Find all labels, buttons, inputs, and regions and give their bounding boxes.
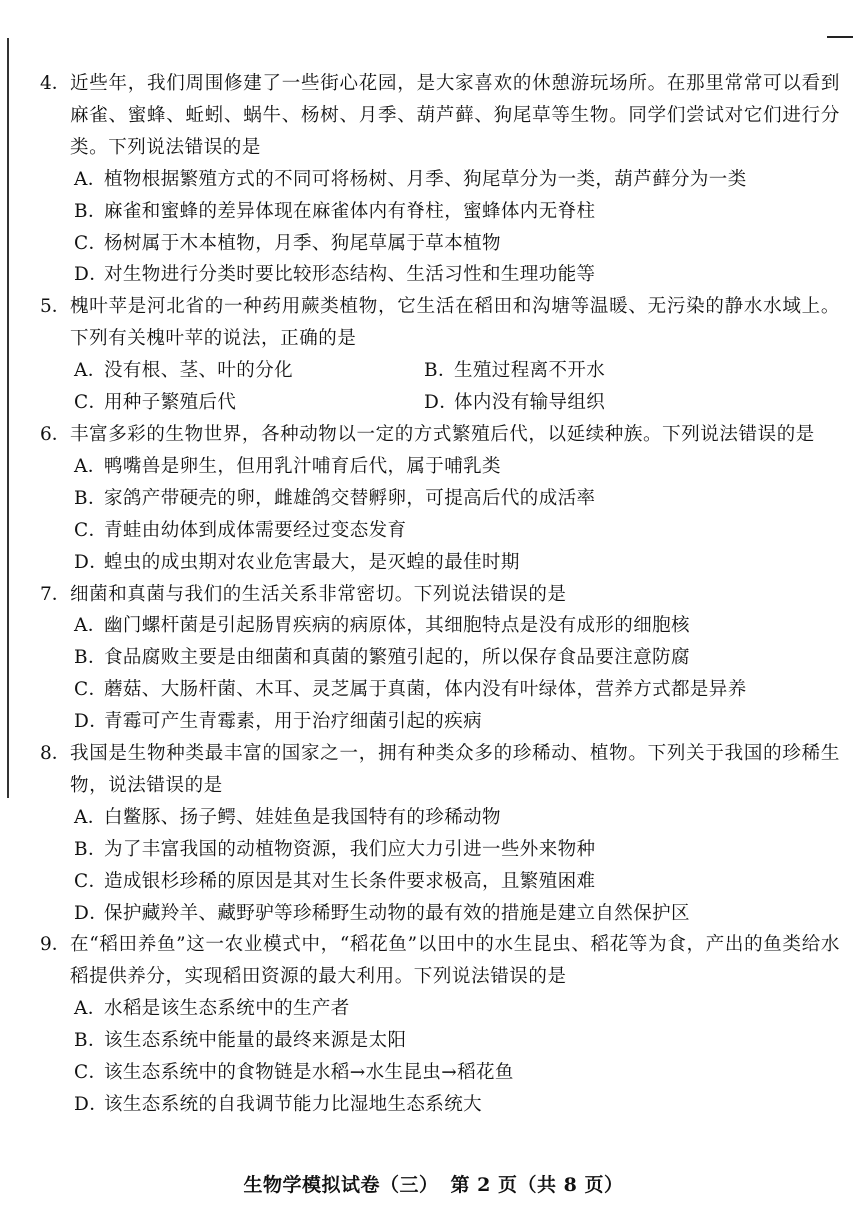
- option-letter: A．: [74, 615, 107, 637]
- option-text: 对生物进行分类时要比较形态结构、生活习性和生理功能等: [104, 264, 596, 286]
- question-stem: 槐叶苹是河北省的一种药用蕨类植物，它生活在稻田和沟塘等温暖、无污染的静水水域上。下列有关槐叶苹的说法，正确的是: [70, 296, 840, 350]
- question-stem: 我国是生物种类最丰富的国家之一，拥有种类众多的珍稀动、植物。下列关于我国的珍稀生物，说法错误的是: [70, 743, 840, 796]
- option-a: [40, 802, 840, 834]
- option-text: 水稻是该生态系统中的生产者: [104, 998, 350, 1020]
- option-a: [40, 610, 840, 642]
- option-d: [40, 547, 840, 579]
- option-b: [40, 483, 840, 515]
- question-number: 8．: [40, 743, 71, 765]
- questions-content: [40, 68, 840, 1121]
- option-b: [40, 196, 840, 228]
- option-text: 青蛙由幼体到成体需要经过变态发育: [104, 519, 407, 541]
- page-number: 第 2 页（共 8 页）: [450, 1174, 624, 1196]
- option-text: 幽门螺杆菌是引起肠胃疾病的病原体，其细胞特点是没有成形的细胞核: [104, 615, 690, 637]
- option-d: [40, 706, 840, 738]
- option-text: 青霉可产生青霉素，用于治疗细菌引起的疾病: [104, 711, 483, 733]
- option-letter: D．: [74, 711, 109, 733]
- option-text: 麻雀和蜜蜂的差异体现在麻雀体内有脊柱，蜜蜂体内无脊柱: [104, 200, 596, 222]
- option-c: [74, 387, 424, 419]
- question-stem: 细菌和真菌与我们的生活关系非常密切。下列说法错误的是: [70, 583, 567, 605]
- option-letter: A．: [74, 998, 107, 1020]
- option-row: [40, 387, 840, 419]
- question-stem: 丰富多彩的生物世界，各种动物以一定的方式繁殖后代，以延续种族。下列说法错误的是: [70, 423, 815, 445]
- option-d: [424, 387, 774, 419]
- option-text: 杨树属于木本植物，月季、狗尾草属于草本植物: [104, 232, 501, 254]
- option-text: 蝗虫的成虫期对农业危害最大，是灭蝗的最佳时期: [104, 551, 520, 573]
- option-text: 该生态系统的自我调节能力比湿地生态系统大: [104, 1094, 483, 1115]
- option-letter: B．: [74, 487, 107, 509]
- question-6: [40, 419, 840, 451]
- option-b: [40, 1025, 840, 1057]
- option-letter: C．: [74, 519, 108, 541]
- option-d: [40, 259, 840, 291]
- question-9: [40, 929, 840, 993]
- option-letter: D．: [424, 392, 459, 414]
- option-b: [424, 355, 774, 387]
- option-c: [40, 1057, 840, 1089]
- option-letter: D．: [74, 264, 109, 286]
- question-number: 6．: [40, 423, 71, 445]
- option-a: [40, 993, 840, 1025]
- option-letter: B．: [74, 647, 107, 669]
- question-number: 7．: [40, 583, 71, 605]
- question-7: [40, 579, 840, 611]
- question-number: 9．: [40, 934, 71, 956]
- option-text: 植物根据繁殖方式的不同可将杨树、月季、狗尾草分为一类，葫芦藓分为一类: [104, 168, 747, 190]
- option-text: 体内没有输导组织: [454, 392, 606, 414]
- option-letter: C．: [74, 870, 108, 892]
- option-letter: A．: [74, 360, 107, 382]
- option-c: [40, 674, 840, 706]
- option-letter: C．: [74, 1062, 108, 1084]
- question-4: [40, 68, 840, 164]
- option-text: 家鸽产带硬壳的卵，雌雄鸽交替孵卵，可提高后代的成活率: [104, 487, 596, 509]
- corner-mark: [827, 36, 853, 38]
- option-c: [40, 866, 840, 898]
- page-footer: [0, 1170, 867, 1197]
- binding-margin-line: [7, 38, 9, 798]
- question-stem: 近些年，我们周围修建了一些街心花园，是大家喜欢的休憩游玩场所。在那里常常可以看到麻雀、蜜蜂、蚯蚓、蜗牛、杨树、月季、葫芦藓、狗尾草等生物。同学们尝试对它们进行分类。下列说法错误的是: [70, 73, 840, 158]
- option-text: 该生态系统中的食物链是水稻→水生昆虫→稻花鱼: [104, 1062, 514, 1084]
- option-letter: B．: [74, 838, 107, 860]
- option-letter: A．: [74, 168, 107, 190]
- option-text: 为了丰富我国的动植物资源，我们应大力引进一些外来物种: [104, 838, 596, 860]
- option-text: 保护藏羚羊、藏野驴等珍稀野生动物的最有效的措施是建立自然保护区: [104, 902, 690, 924]
- option-c: [40, 515, 840, 547]
- option-text: 蘑菇、大肠杆菌、木耳、灵芝属于真菌，体内没有叶绿体，营养方式都是异养: [104, 679, 747, 701]
- option-d: [40, 1089, 840, 1121]
- option-text: 用种子繁殖后代: [104, 392, 237, 414]
- exam-title: 生物学模拟试卷（三）: [243, 1174, 439, 1196]
- option-d: [40, 898, 840, 930]
- option-letter: D．: [74, 902, 109, 924]
- question-8: [40, 738, 840, 802]
- option-letter: A．: [74, 806, 107, 828]
- option-b: [40, 642, 840, 674]
- option-letter: C．: [74, 392, 108, 414]
- option-letter: C．: [74, 232, 108, 254]
- question-number: 5．: [40, 296, 71, 318]
- option-text: 食品腐败主要是由细菌和真菌的繁殖引起的，所以保存食品要注意防腐: [104, 647, 690, 669]
- question-5: [40, 291, 840, 355]
- option-letter: B．: [424, 360, 457, 382]
- option-text: 生殖过程离不开水: [454, 360, 606, 382]
- option-letter: D．: [74, 551, 109, 573]
- option-c: [40, 228, 840, 260]
- option-letter: B．: [74, 1030, 107, 1052]
- option-a: [40, 451, 840, 483]
- option-text: 造成银杉珍稀的原因是其对生长条件要求极高，且繁殖困难: [104, 870, 596, 892]
- option-letter: D．: [74, 1094, 109, 1115]
- option-a: [74, 355, 424, 387]
- question-stem: 在“稻田养鱼”这一农业模式中，“稻花鱼”以田中的水生昆虫、稻花等为食，产出的鱼类给水稻提供养分，实现稻田资源的最大利用。下列说法错误的是: [70, 934, 840, 988]
- option-text: 没有根、茎、叶的分化: [104, 360, 294, 382]
- option-letter: A．: [74, 455, 107, 477]
- option-text: 该生态系统中能量的最终来源是太阳: [104, 1030, 407, 1052]
- question-number: 4．: [40, 73, 71, 94]
- option-letter: B．: [74, 200, 107, 222]
- option-a: [40, 164, 840, 196]
- option-text: 鸭嘴兽是卵生，但用乳汁哺育后代，属于哺乳类: [104, 455, 501, 477]
- option-b: [40, 834, 840, 866]
- option-text: 白鳖豚、扬子鳄、娃娃鱼是我国特有的珍稀动物: [104, 806, 501, 828]
- option-row: [40, 355, 840, 387]
- option-letter: C．: [74, 679, 108, 701]
